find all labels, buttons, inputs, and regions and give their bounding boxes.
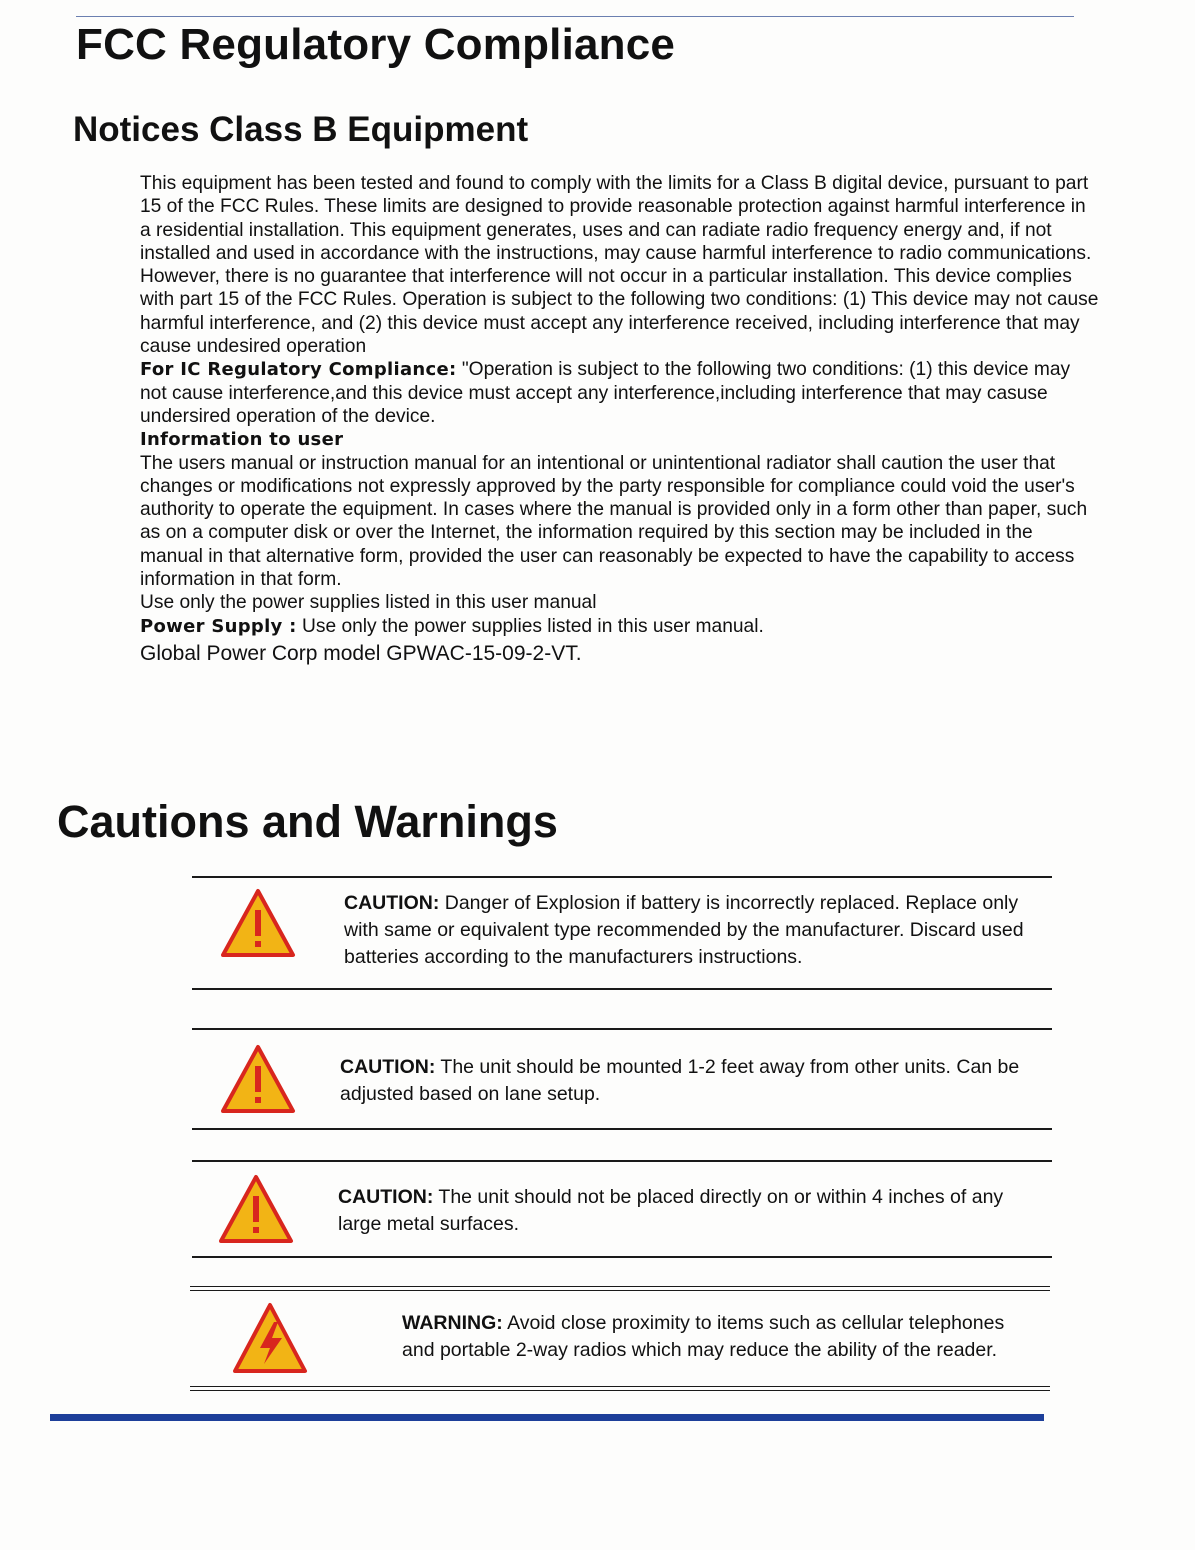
warning-message: Avoid close proximity to items such as cellular telephones and portable 2-way radios which may reduce the ability of the reader. [402,1312,1005,1361]
ic-compliance-label: For IC Regulatory Compliance: [140,359,457,381]
warning-exclamation-icon [218,1174,294,1249]
rule-top [192,1028,1052,1030]
electrical-hazard-icon [232,1302,308,1379]
warning-text [402,1310,1042,1364]
caution-label: CAUTION: [340,1056,436,1078]
caution-text [338,1184,1028,1238]
cautions-title: Cautions and Warnings [57,796,558,847]
caution-block-mounting [192,1028,1052,1148]
power-supply-text: Use only the power supplies listed in this user manual. [302,615,764,637]
caution-block-battery [192,876,1052,1000]
rule-bottom [192,988,1052,990]
rule-bottom [192,1256,1052,1258]
caution-text [340,1054,1030,1108]
power-supply-model: Global Power Corp model GPWAC-15-09-2-VT. [140,641,582,665]
top-rule [76,16,1074,17]
caution-message: Danger of Explosion if battery is incorrectly replaced. Replace only with same or equivalent type recommended by the manufacturer. Discard used batteries according to the manufacturers instructions. [344,892,1024,968]
fcc-paragraph: This equipment has been tested and found to comply with the limits for a Class B digital device, pursuant to part 15 of the FCC Rules. These limits are designed to provide reasonable protection against harmful interference in a residential installation. This equipment generates, uses and can radiate radio frequency energy and, if not installed and used in accordance with the instructions, may cause harmful interference to radio communications. However, there is no guarantee that interference will not occur in a particular installation. This device complies with part 15 of the FCC Rules. Operation is subject to the following two conditions: (1) This device may not cause harmful interference, and (2) this device must accept any interference received, including interference that may cause undesired operation [140,173,1099,358]
ic-compliance-text: "Operation is subject to the following two conditions: (1) this device may not cause interference,and this device must accept any interference,including interference that may casuse undersired operation of the device. [140,359,1071,427]
rule-bottom [190,1386,1050,1387]
caution-message: The unit should not be placed directly on or within 4 inches of any large metal surfaces. [338,1186,1004,1235]
power-supply [140,615,1100,638]
rule-top [192,1160,1052,1162]
ic-compliance [140,358,1100,428]
section-subtitle: Notices Class B Equipment [73,110,529,149]
rule-top [190,1286,1050,1287]
caution-label: CAUTION: [344,892,440,914]
warning-label: WARNING: [402,1312,503,1334]
rule-bottom [192,1128,1052,1130]
warning-block-radios [190,1286,1050,1404]
info-user-text: The users manual or instruction manual for an intentional or unintentional radiator shall caution the user that changes or modifications not expressly approved by the party responsible for compliance could void the user's authority to operate the equipment. In cases where the manual is provided only in a form other than paper, such as on a computer disk or over the Internet, the information required by this section may be included in the manual in that alternative form, provided the user can reasonably be expected to have the capability to access information in that form. [140,452,1088,591]
power-supply-label: Power Supply : [140,615,297,637]
warning-exclamation-icon [220,888,296,963]
caution-message: The unit should be mounted 1-2 feet away from other units. Can be adjusted based on lane setup. [340,1056,1020,1105]
info-user-heading: Information to user [140,429,344,451]
fcc-notice-body [140,172,1100,665]
caution-label: CAUTION: [338,1186,434,1208]
caution-text [344,890,1024,971]
page-title: FCC Regulatory Compliance [76,20,676,69]
warning-exclamation-icon [220,1044,296,1119]
rule-top [192,876,1052,878]
caution-block-metal [192,1160,1052,1275]
footer-band [50,1414,1044,1421]
power-supply-note: Use only the power supplies listed in this user manual [140,592,597,614]
